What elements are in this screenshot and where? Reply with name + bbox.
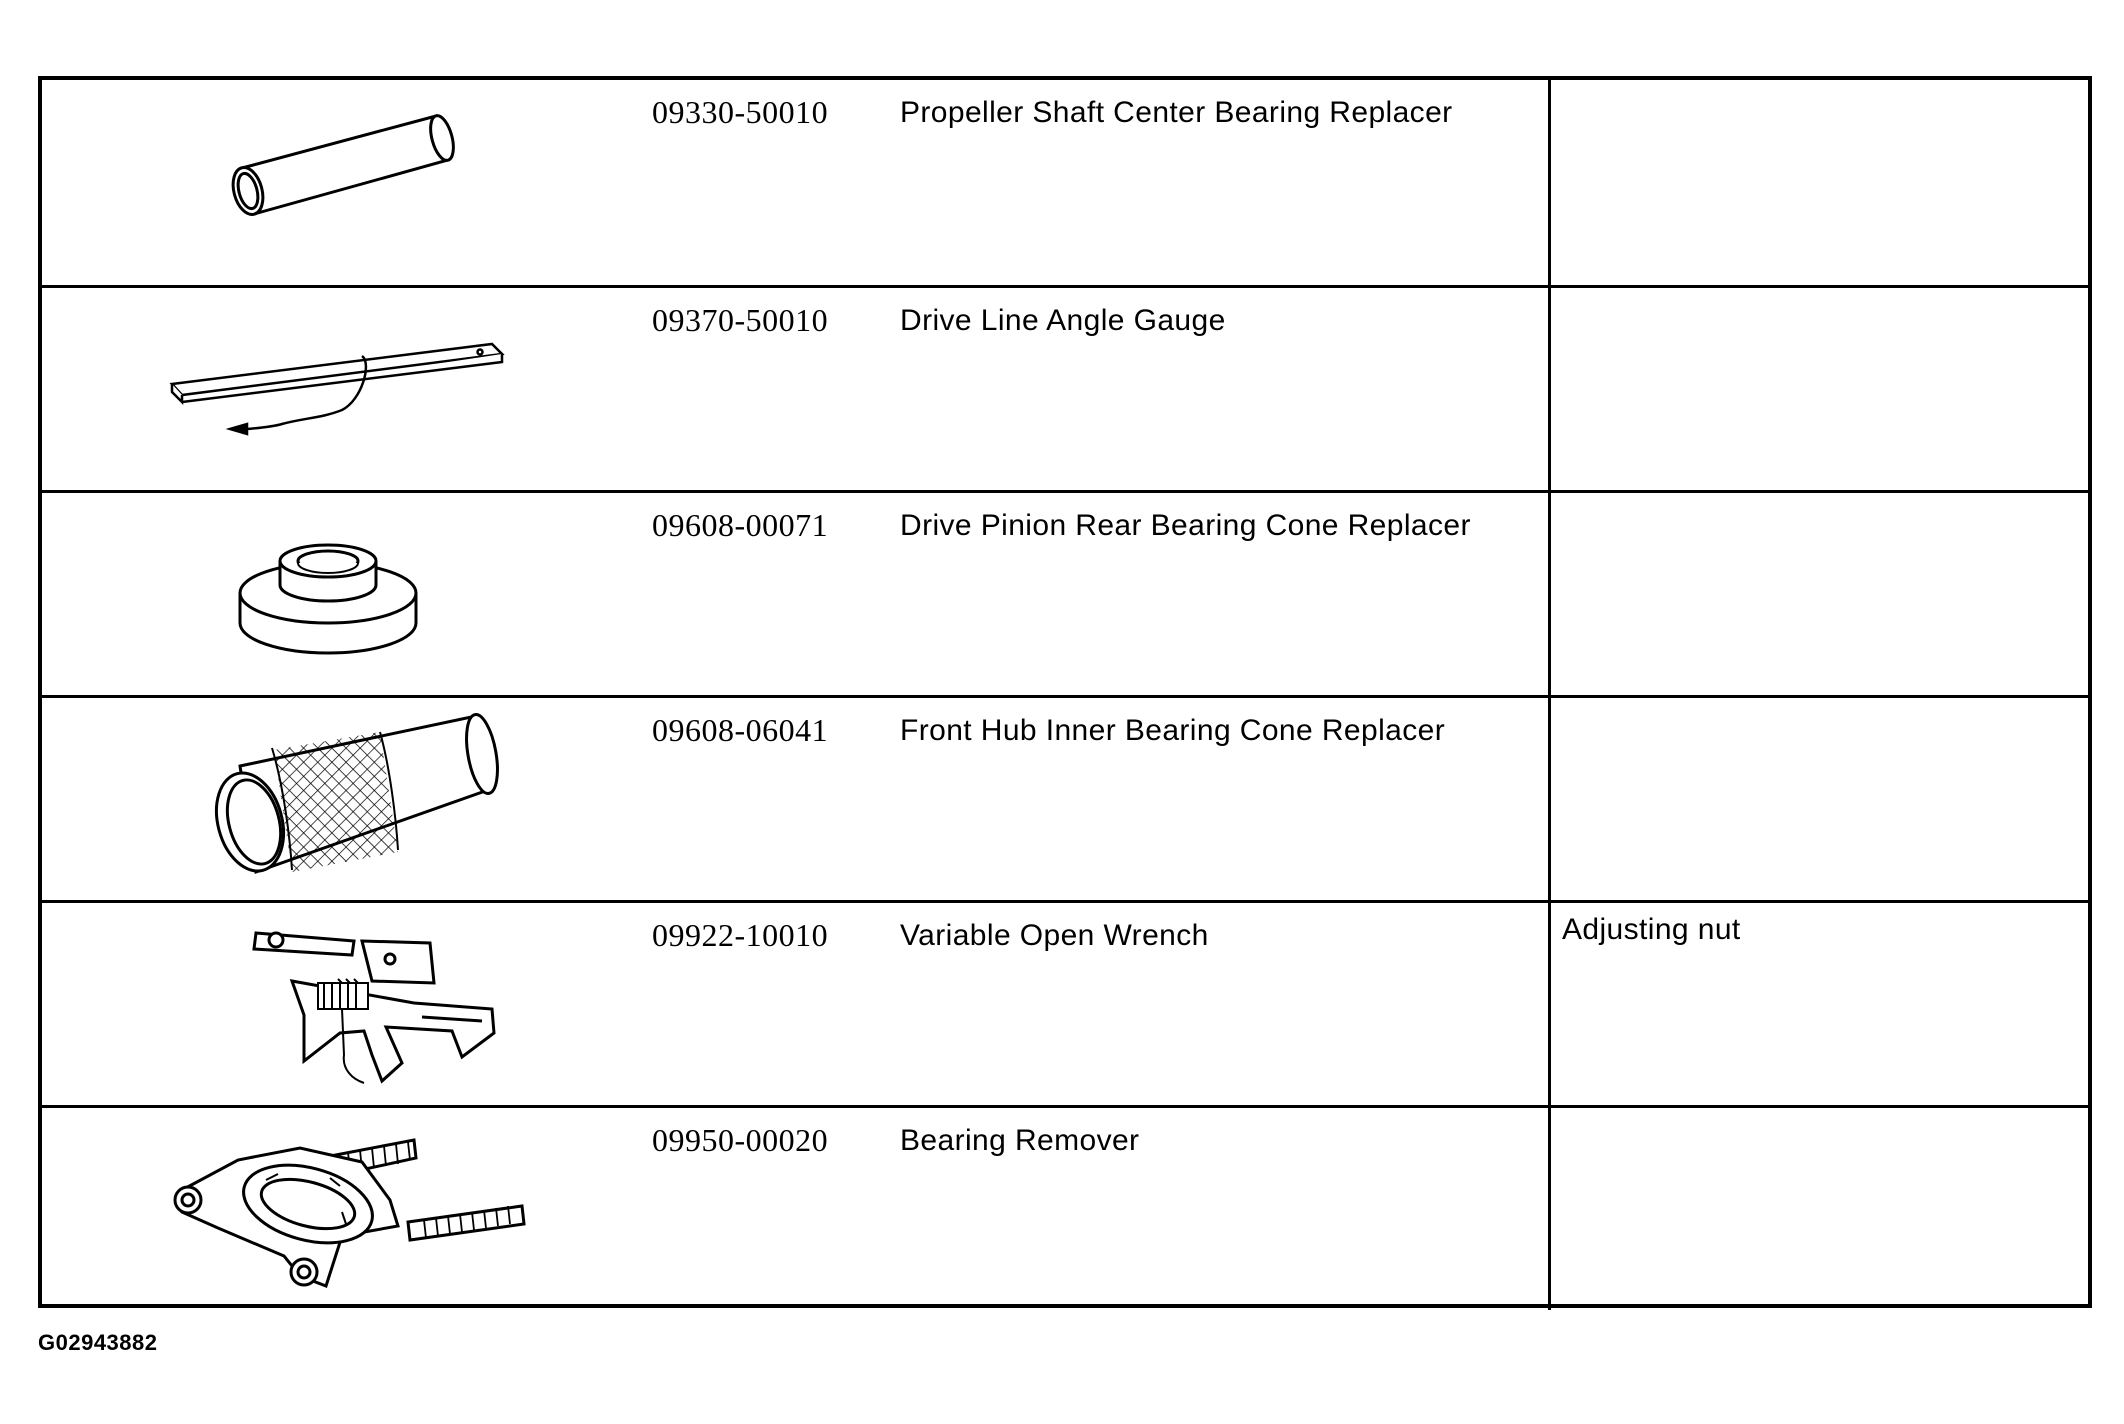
part-name: Propeller Shaft Center Bearing Replacer: [900, 96, 1453, 129]
part-name: Drive Line Angle Gauge: [900, 304, 1226, 337]
part-number: 09330-50010: [652, 94, 829, 130]
part-number: 09608-06041: [652, 712, 829, 748]
column-divider: [1548, 1108, 1551, 1310]
table-row: [42, 490, 2088, 695]
part-name: Front Hub Inner Bearing Cone Replacer: [900, 714, 1446, 747]
part-number: 09608-00071: [652, 507, 829, 543]
column-divider: [1548, 288, 1551, 490]
part-number: 09922-10010: [652, 917, 829, 953]
bearing-remover-icon: [42, 1108, 642, 1308]
open-wrench-icon: [42, 903, 642, 1103]
part-number: 09950-00020: [652, 1122, 829, 1158]
table-row: [42, 695, 2088, 900]
tube-replacer-icon: [42, 80, 642, 280]
part-number: 09370-50010: [652, 302, 829, 338]
part-name: Bearing Remover: [900, 1124, 1140, 1157]
part-name: Variable Open Wrench: [900, 919, 1209, 952]
table-row: [42, 285, 2088, 490]
column-divider: [1548, 903, 1551, 1105]
special-service-tools-table: [38, 76, 2092, 1308]
angle-gauge-icon: [42, 288, 642, 488]
table-row: [42, 1105, 2088, 1310]
remark: Adjusting nut: [1562, 913, 1741, 946]
table-row: [42, 80, 2088, 285]
column-divider: [1548, 80, 1551, 285]
knurled-replacer-icon: [42, 698, 642, 898]
column-divider: [1548, 493, 1551, 695]
column-divider: [1548, 698, 1551, 900]
part-name: Drive Pinion Rear Bearing Cone Replacer: [900, 509, 1471, 542]
figure-id: G02943882: [38, 1330, 158, 1355]
table-row: [42, 900, 2088, 1105]
bearing-cone-replacer-icon: [42, 493, 642, 693]
